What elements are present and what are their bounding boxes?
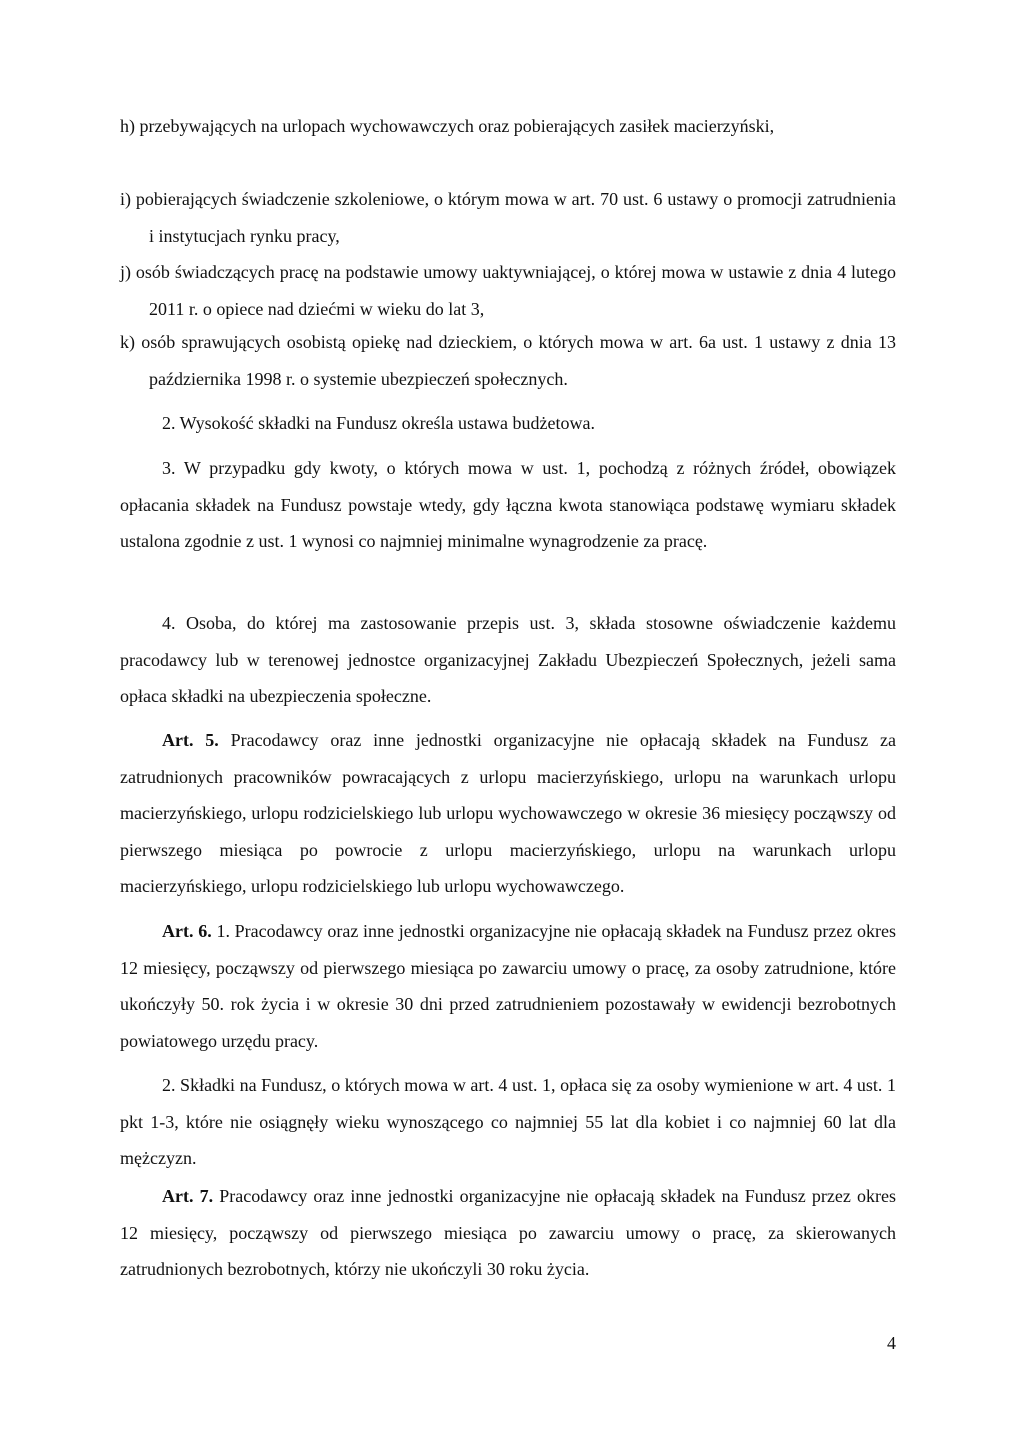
paragraph-2-text: 2. Wysokość składki na Fundusz określa ustawa budżetowa. bbox=[162, 413, 596, 433]
article-6-label: Art. 6. bbox=[162, 921, 212, 941]
article-5-label: Art. 5. bbox=[162, 730, 219, 750]
article-5 bbox=[120, 722, 896, 905]
list-item-j bbox=[120, 254, 896, 327]
article-6 bbox=[120, 913, 896, 1059]
list-item-i-text: i) pobierających świadczenie szkoleniowe, o którym mowa w art. 70 ust. 6 ustawy o promocji zatrudnienia i instytucjach rynku pracy, bbox=[120, 189, 896, 246]
list-item-i bbox=[120, 181, 896, 254]
article-6-paragraph-2-text: 2. Składki na Fundusz, o których mowa w art. 4 ust. 1, opłaca się za osoby wymienione w art. 4 ust. 1 pkt 1-3, które nie osiągnęły wieku wynoszącego co najmniej 55 lat dla kobiet i co najmniej 60 lat dla mężczyzn. bbox=[120, 1075, 896, 1168]
list-item-j-text: j) osób świadczących pracę na podstawie umowy uaktywniającej, o której mowa w ustawie z dnia 4 lutego 2011 r. o opiece nad dziećmi w wieku do lat 3, bbox=[120, 262, 896, 319]
article-7 bbox=[120, 1178, 896, 1288]
paragraph-2 bbox=[120, 405, 896, 442]
paragraph-4-text: 4. Osoba, do której ma zastosowanie przepis ust. 3, składa stosowne oświadczenie każdemu pracodawcy lub w terenowej jednostce organizacyjnej Zakładu Ubezpieczeń Społecznych, jeżeli sama opłaca składki na ubezpieczenia społeczne. bbox=[120, 613, 896, 706]
article-6-text: 1. Pracodawcy oraz inne jednostki organizacyjne nie opłacają składek na Fundusz przez okres 12 miesięcy, począwszy od pierwszego miesiąca po zawarciu umowy o pracę, za osoby zatrudnione, które ukończyły 50. rok życia i w okresie 30 dni przed zatrudnieniem pozostawały w ewidencji bezrobotnych powiatowego urzędu pracy. bbox=[120, 921, 897, 1051]
paragraph-4 bbox=[120, 605, 896, 715]
list-item-k-text: k) osób sprawujących osobistą opiekę nad dzieckiem, o których mowa w art. 6a ust. 1 ustawy z dnia 13 października 1998 r. o systemie ubezpieczeń społecznych. bbox=[120, 332, 896, 389]
page-number: 4 bbox=[887, 1333, 896, 1353]
article-6-paragraph-2 bbox=[120, 1067, 896, 1177]
article-7-text: Pracodawcy oraz inne jednostki organizacyjne nie opłacają składek na Fundusz przez okres 12 miesięcy, począwszy od pierwszego miesiąca po zawarciu umowy o pracę, za skierowanych zatrudnionych bezrobotnych, którzy nie ukończyli 30 roku życia. bbox=[120, 1186, 896, 1279]
list-item-h bbox=[120, 108, 896, 145]
list-item-h-text: h) przebywających na urlopach wychowawczych oraz pobierających zasiłek macierzyński, bbox=[120, 116, 775, 136]
article-7-label: Art. 7. bbox=[162, 1186, 214, 1206]
paragraph-3-text: 3. W przypadku gdy kwoty, o których mowa w ust. 1, pochodzą z różnych źródeł, obowiązek opłacania składek na Fundusz powstaje wtedy, gdy łączna kwota stanowiąca podstawę wymiaru składek ustalona zgodnie z ust. 1 wynosi co najmniej minimalne wynagrodzenie za pracę. bbox=[120, 458, 896, 551]
paragraph-3 bbox=[120, 450, 896, 560]
article-5-text: Pracodawcy oraz inne jednostki organizacyjne nie opłacają składek na Fundusz za zatrudnionych pracowników powracających z urlopu macierzyńskiego, urlopu na warunkach urlopu macierzyńskiego, urlopu rodzicielskiego lub urlopu wychowawczego w okresie 36 miesięcy począwszy od pierwszego miesiąca po powrocie z urlopu macierzyńskiego, urlopu na warunkach urlopu macierzyńskiego, urlopu rodzicielskiego lub urlopu wychowawczego. bbox=[120, 730, 896, 896]
list-item-k bbox=[120, 324, 896, 397]
